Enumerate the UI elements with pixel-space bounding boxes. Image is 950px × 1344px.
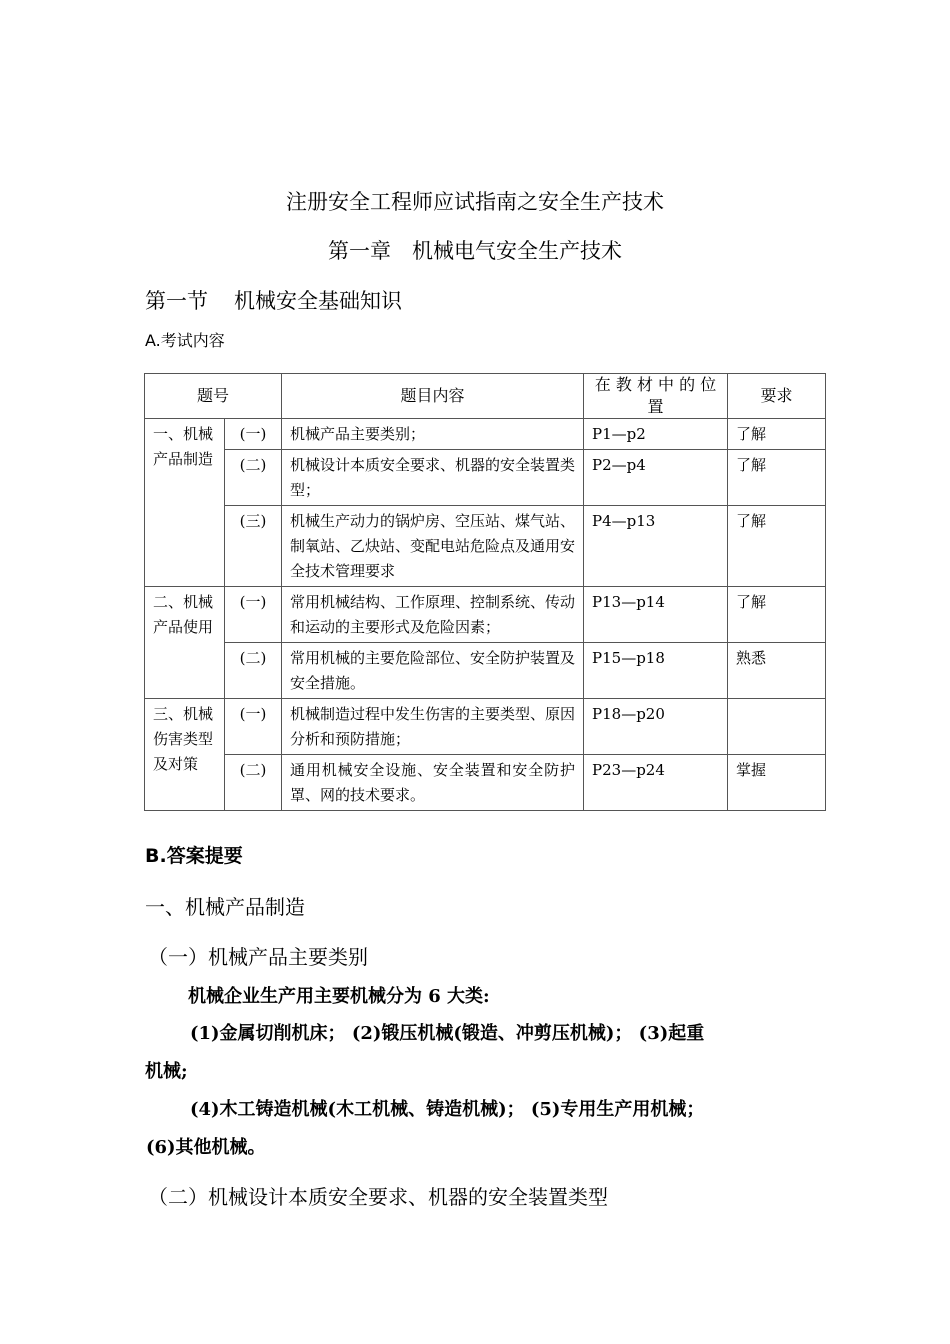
item-number: (一): [225, 587, 282, 643]
header-location: 在 教 材 中 的 位 置: [584, 374, 728, 419]
item-location: P2—p4: [584, 450, 728, 506]
answer-line-2-cont: (6)其他机械。: [146, 1137, 266, 1158]
category-cell: 三、机械伤害类型及对策: [145, 699, 225, 811]
item-requirement: [728, 699, 826, 755]
item-number: (三): [225, 506, 282, 587]
answer-line-1: (1)金属切削机床； (2)锻压机械(锻造、冲剪压机械)； (3)起重: [190, 1023, 705, 1044]
table-row: [145, 450, 826, 506]
item-requirement: 了解: [728, 450, 826, 506]
item-number: (二): [225, 450, 282, 506]
answer-line-1-cont: 机械;: [145, 1061, 188, 1082]
item-content: 机械生产动力的锅炉房、空压站、煤气站、制氧站、乙炔站、变配电站危险点及通用安全技术管理要求: [282, 506, 584, 587]
item-content: 通用机械安全设施、安全装置和安全防护罩、网的技术要求。: [282, 755, 584, 811]
item-location: P1—p2: [584, 419, 728, 450]
exam-content-table: [144, 373, 826, 811]
table-row: [145, 419, 826, 450]
answer-subheading-1: （一）机械产品主要类别: [148, 945, 368, 969]
section-title: 机械安全基础知识: [234, 289, 402, 313]
answer-subheading-2: （二）机械设计本质安全要求、机器的安全装置类型: [148, 1185, 608, 1209]
item-requirement: 了解: [728, 587, 826, 643]
table-row: [145, 506, 826, 587]
section-number: 第一节: [145, 289, 208, 313]
answer-line-2: (4)木工铸造机械(木工机械、铸造机械)； (5)专用生产用机械；: [190, 1099, 705, 1120]
section-heading: [145, 285, 402, 315]
item-location: P13—p14: [584, 587, 728, 643]
header-number: 题号: [145, 374, 282, 419]
part-b-title: B.答案提要: [145, 845, 243, 867]
item-content: 机械产品主要类别；: [282, 419, 584, 450]
header-requirement: 要求: [728, 374, 826, 419]
table-row: [145, 699, 826, 755]
table-row: [145, 755, 826, 811]
item-location: P4—p13: [584, 506, 728, 587]
item-location: P15—p18: [584, 643, 728, 699]
item-content: 机械设计本质安全要求、机器的安全装置类型；: [282, 450, 584, 506]
item-number: (二): [225, 755, 282, 811]
item-requirement: 了解: [728, 419, 826, 450]
item-requirement: 了解: [728, 506, 826, 587]
category-cell: 二、机械产品使用: [145, 587, 225, 699]
table-row: [145, 587, 826, 643]
table-row: [145, 643, 826, 699]
item-requirement: 掌握: [728, 755, 826, 811]
item-number: (一): [225, 419, 282, 450]
item-location: P23—p24: [584, 755, 728, 811]
category-cell: 一、机械产品制造: [145, 419, 225, 587]
header-content: 题目内容: [282, 374, 584, 419]
item-content: 常用机械结构、工作原理、控制系统、传动和运动的主要形式及危险因素；: [282, 587, 584, 643]
item-number: (二): [225, 643, 282, 699]
item-location: P18—p20: [584, 699, 728, 755]
item-requirement: 熟悉: [728, 643, 826, 699]
answer-intro: 机械企业生产用主要机械分为 6 大类:: [188, 986, 490, 1007]
table-header-row: [145, 374, 826, 419]
item-content: 常用机械的主要危险部位、安全防护装置及安全措施。: [282, 643, 584, 699]
item-content: 机械制造过程中发生伤害的主要类型、原因分析和预防措施；: [282, 699, 584, 755]
document-title: 注册安全工程师应试指南之安全生产技术: [286, 190, 664, 214]
chapter-title: 第一章 机械电气安全生产技术: [328, 239, 622, 263]
item-number: (一): [225, 699, 282, 755]
part-a-label: A.考试内容: [145, 331, 225, 350]
answer-heading-1: 一、机械产品制造: [145, 895, 305, 919]
